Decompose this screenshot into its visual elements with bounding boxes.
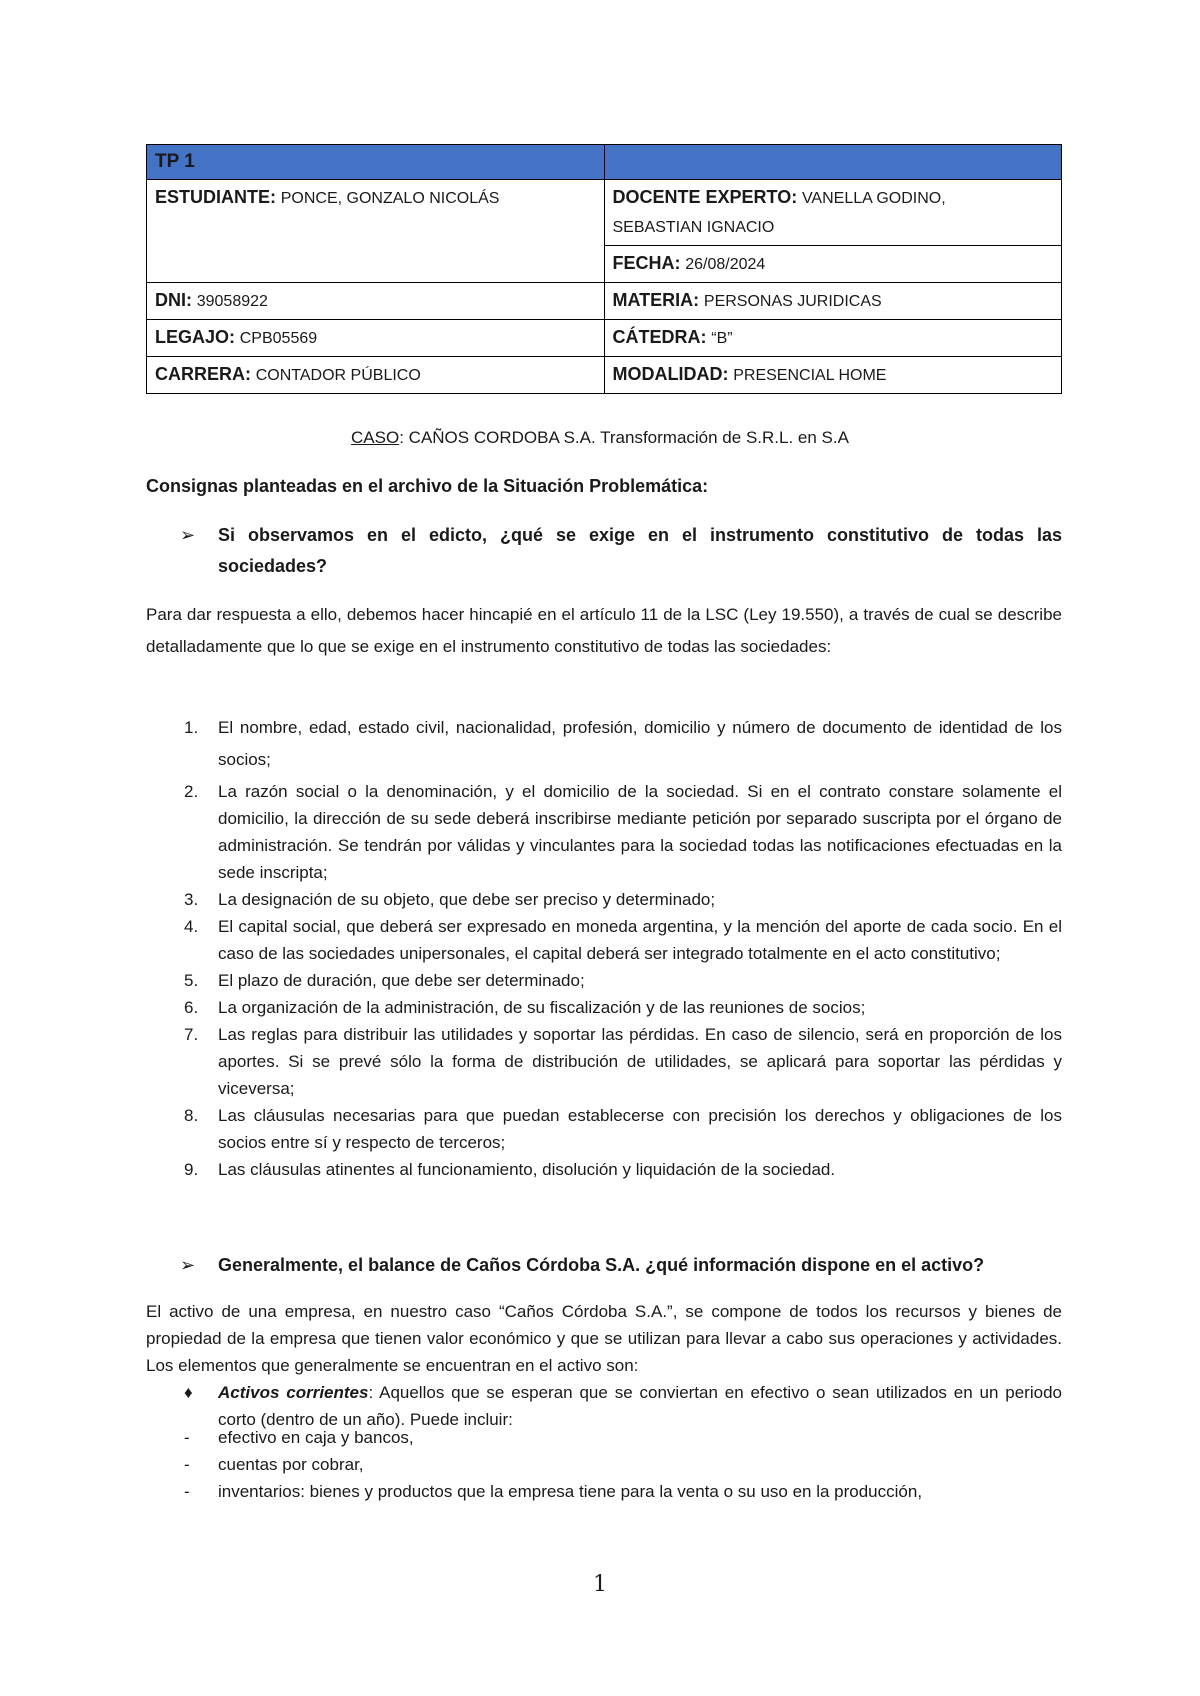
consignas-heading: Consignas planteadas en el archivo de la Situación Problemática: (146, 476, 709, 496)
date-label: FECHA: (612, 253, 681, 273)
teacher-cell (604, 180, 1062, 246)
career-value: CONTADOR PÚBLICO (255, 367, 421, 384)
catedra-cell (604, 320, 1062, 357)
asset-item (146, 1451, 1062, 1478)
requirement-number: 4. (184, 917, 199, 936)
requirement-text: La razón social o la denominación, y el domicilio de la sociedad. Si en el contrato constare solamente el domicilio, la dirección de su sede deberá inscribirse mediante petición por separado suscripta por el órgano de administración. Se tendrán por válidas y vinculantes para la sociedad todas las notificaciones efectuadas en la sede inscripta; (218, 782, 1062, 882)
career-label: CARRERA: (155, 364, 251, 384)
case-title (0, 428, 1200, 448)
catedra-value: “B” (711, 330, 733, 347)
requirement-item (146, 1156, 1062, 1183)
asset-item-text: inventarios: bienes y productos que la empresa tiene para la venta o su uso en la producción, (218, 1482, 923, 1501)
case-text: : CAÑOS CORDOBA S.A. Transformación de S.R.L. en S.A (399, 428, 849, 447)
requirement-item (146, 967, 1062, 994)
blank-header-cell (604, 145, 1062, 180)
requirement-number: 7. (184, 1025, 199, 1044)
date-value: 26/08/2024 (685, 256, 766, 273)
requirement-text: Las cláusulas necesarias para que puedan establecerse con precisión los derechos y obligaciones de los socios entre sí y respecto de terceros; (218, 1106, 1062, 1152)
current-assets-description: : Aquellos que se esperan que se conviertan en efectivo o sean utilizados en un periodo corto (dentro de un año). Puede incluir: (218, 1383, 1062, 1429)
mode-value: PRESENCIAL HOME (733, 367, 887, 384)
student-value: PONCE, GONZALO NICOLÁS (280, 190, 500, 207)
requirement-number: 2. (184, 782, 199, 801)
subject-cell (604, 283, 1062, 320)
dash-bullet-icon: - (184, 1455, 190, 1474)
mode-label: MODALIDAD: (612, 364, 729, 384)
requirement-text: El plazo de duración, que debe ser determinado; (218, 971, 585, 990)
subject-value: PERSONAS JURIDICAS (703, 293, 882, 310)
current-assets-title: Activos corrientes (218, 1383, 369, 1402)
legajo-cell (147, 320, 605, 357)
requirement-number: 6. (184, 998, 199, 1017)
requirement-item (146, 778, 1062, 886)
question-2-text: Generalmente, el balance de Caños Córdoba S.A. ¿qué información dispone en el activo? (218, 1255, 985, 1275)
requirement-text: La designación de su objeto, que debe ser preciso y determinado; (218, 890, 716, 909)
mode-cell (604, 357, 1062, 394)
requirement-item (146, 913, 1062, 967)
requirement-text: El nombre, edad, estado civil, nacionalidad, profesión, domicilio y número de documento de identidad de los socios; (218, 718, 1062, 769)
asset-item-text: efectivo en caja y bancos, (218, 1428, 414, 1447)
answer-1-paragraph: Para dar respuesta a ello, debemos hacer hincapié en el artículo 11 de la LSC (Ley 19.550), a través de cual se describe detalladamente que lo que se exige en el instrumento constitutivo de todas las sociedades: (146, 605, 1062, 656)
question-2 (146, 1250, 1062, 1281)
requirement-text: La organización de la administración, de su fiscalización y de las reuniones de socios; (218, 998, 866, 1017)
requirement-text: Las reglas para distribuir las utilidades y soportar las pérdidas. En caso de silencio, será en proporción de los aportes. Si se prevé sólo la forma de distribución de utilidades, se aplicará para soportar las pérdidas y viceversa; (218, 1025, 1062, 1098)
legajo-label: LEGAJO: (155, 327, 236, 347)
subject-label: MATERIA: (612, 290, 700, 310)
dni-cell (147, 283, 605, 320)
tp-title-cell (147, 145, 605, 180)
requirement-number: 9. (184, 1160, 199, 1179)
asset-item (146, 1424, 1062, 1451)
dni-value: 39058922 (196, 293, 268, 310)
header-info-table (146, 144, 1062, 394)
student-label: ESTUDIANTE: (155, 187, 276, 207)
requirement-item (146, 712, 1062, 776)
requirement-number: 3. (184, 890, 199, 909)
legajo-value: CPB05569 (239, 330, 318, 347)
career-cell (147, 357, 605, 394)
requirement-number: 1. (184, 718, 199, 737)
asset-items-list (146, 1424, 1062, 1505)
question-1-line1: Si observamos en el edicto, ¿qué se exige en el instrumento constitutivo de todas las (218, 525, 1062, 545)
question-1 (146, 520, 1062, 582)
requirement-item (146, 1021, 1062, 1102)
student-cell (147, 180, 605, 283)
page-number: 1 (593, 1572, 607, 1597)
asset-item (146, 1478, 1062, 1505)
arrow-bullet-icon: ➢ (180, 1255, 196, 1275)
catedra-label: CÁTEDRA: (612, 327, 707, 347)
requirement-item (146, 1102, 1062, 1156)
requirement-text: El capital social, que deberá ser expresado en moneda argentina, y la mención del aporte de cada socio. En el caso de las sociedades unipersonales, el capital deberá ser integrado totalmente en el acto constitutivo; (218, 917, 1062, 963)
requirement-number: 5. (184, 971, 199, 990)
requirements-list (146, 712, 1062, 1183)
dni-label: DNI: (155, 290, 192, 310)
dash-bullet-icon: - (184, 1482, 190, 1501)
requirement-item (146, 886, 1062, 913)
teacher-value-line2: SEBASTIAN IGNACIO (612, 219, 775, 236)
teacher-value-line1: VANELLA GODINO, (801, 190, 946, 207)
dash-bullet-icon: - (184, 1428, 190, 1447)
case-label: CASO (351, 428, 400, 447)
requirement-item (146, 994, 1062, 1021)
diamond-bullet-icon: ♦ (184, 1383, 193, 1402)
tp-title: TP 1 (155, 151, 195, 172)
question-1-text (218, 520, 1062, 582)
asset-item-text: cuentas por cobrar, (218, 1455, 364, 1474)
date-cell (604, 246, 1062, 283)
requirement-number: 8. (184, 1106, 199, 1125)
requirement-text: Las cláusulas atinentes al funcionamiento, disolución y liquidación de la sociedad. (218, 1160, 836, 1179)
answer-2-paragraph: El activo de una empresa, en nuestro caso “Caños Córdoba S.A.”, se compone de todos los recursos y bienes de propiedad de la empresa que tienen valor económico y que se utilizan para llevar a cabo sus operaciones y actividades. Los elementos que generalmente se encuentran en el activo son: (146, 1302, 1062, 1375)
question-1-line2: sociedades? (218, 556, 328, 576)
teacher-label: DOCENTE EXPERTO: (612, 187, 798, 207)
arrow-bullet-icon: ➢ (180, 525, 196, 545)
